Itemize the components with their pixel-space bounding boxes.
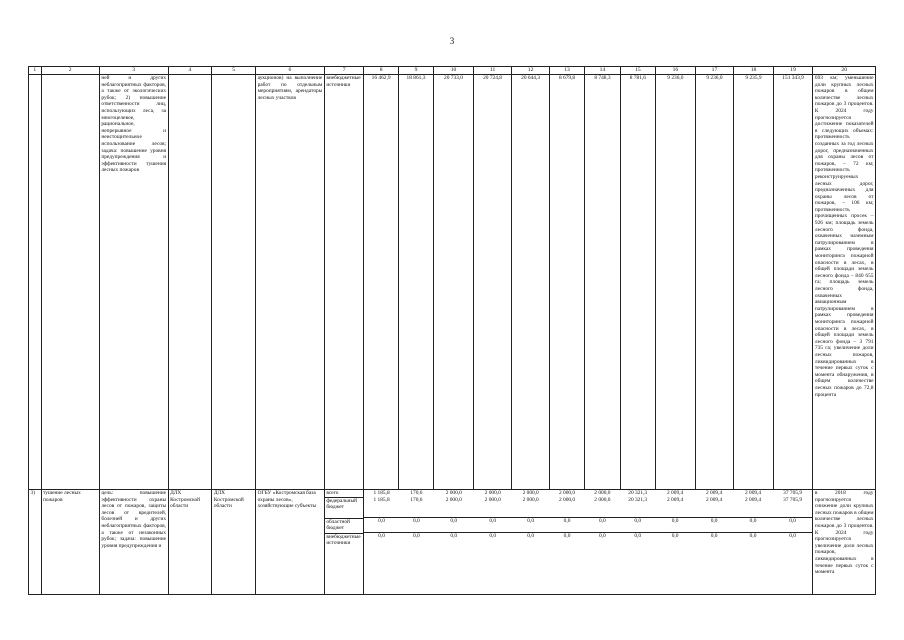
value-cell: 2 009,4 xyxy=(733,497,772,518)
funding-source-cell xyxy=(324,490,364,595)
values-row-regional xyxy=(364,517,812,532)
total-cell: 37 705,9 xyxy=(773,497,813,518)
values-row-total xyxy=(364,490,812,497)
value-cell: 2 000,0 xyxy=(434,497,473,518)
value-cell: 0,0 xyxy=(655,517,694,532)
column-number: 10 xyxy=(434,67,474,75)
goal-cell: цель: повышение эффективности охраны лесов от пожаров, защиты лесов от вредителей, болезней и других неблагоприятных факторов, а также от незаконных рубок; задача: повышение уровня предупреждения и xyxy=(99,490,168,595)
value-cell: 2 009,4 xyxy=(655,497,694,518)
value-cell: 0,0 xyxy=(412,532,420,539)
row-number-cell: 3) xyxy=(29,490,42,595)
value-cell: 0,0 xyxy=(434,517,473,532)
value-cell: 2 000,0 xyxy=(558,490,576,496)
value-cell: 8 679,8 xyxy=(549,75,584,490)
column-number: 5 xyxy=(212,67,256,75)
value-cell: 0,0 xyxy=(733,517,772,532)
value-cell: 0,0 xyxy=(378,532,385,539)
value-cell: 0,0 xyxy=(598,532,606,539)
value-cell: 2 000,0 xyxy=(585,497,620,518)
expected-results-cell: в 2018 году прогнозируется снижение доли крупных лесных пожаров в общем количестве лесных пожаров до 3 процентов. К 2024 году прогнозируется увеличение доли лесных пожаров, ликвидированных в течение первых суток с момента xyxy=(813,490,876,595)
value-cell: 0,0 xyxy=(620,517,655,532)
program-table xyxy=(28,66,876,595)
participants-cell: ОГБУ «Костромская база охраны лесов», хозяйствующие субъекты xyxy=(256,490,325,595)
total-cell: 0,0 xyxy=(773,517,813,532)
value-cell: 2 000,0 xyxy=(594,490,611,496)
value-cell: 0,0 xyxy=(671,532,679,539)
value-cell: 0,0 xyxy=(364,517,398,532)
table-row xyxy=(29,75,876,490)
value-cell: 2 000,0 xyxy=(512,497,549,518)
value-cell: 0,0 xyxy=(549,517,584,532)
column-number: 12 xyxy=(512,67,550,75)
value-cell: 2 009,4 xyxy=(695,497,733,518)
value-cell: 0,0 xyxy=(695,517,733,532)
column-number: 4 xyxy=(168,67,212,75)
values-block xyxy=(364,490,813,595)
value-cell: 2 009,4 xyxy=(705,490,723,496)
measure-name-cell xyxy=(41,75,99,490)
value-cell: 170,6 xyxy=(399,497,434,518)
measure-name-cell: тушение лесных пожаров xyxy=(41,490,99,595)
value-cell: 0,0 xyxy=(474,517,512,532)
value-cell: 1 185,8 xyxy=(373,490,390,496)
column-number: 18 xyxy=(734,67,774,75)
value-cell: 20 321,3 xyxy=(620,497,655,518)
column-number: 14 xyxy=(585,67,620,75)
column-number: 2 xyxy=(41,67,99,75)
value-cell: 2 000,0 xyxy=(474,497,512,518)
page-number: 3 xyxy=(449,36,455,46)
column-number: 3 xyxy=(99,67,168,75)
value-cell: 1 185,8 xyxy=(364,497,398,518)
executor-cell: ДЛХ Костромской области xyxy=(212,490,256,595)
value-cell: 0,0 xyxy=(563,532,571,539)
column-number: 6 xyxy=(256,67,325,75)
value-cell: 20 321,3 xyxy=(628,490,648,496)
value-cell: 20 724,8 xyxy=(473,75,512,490)
total-cell: 151 343,9 xyxy=(773,75,813,490)
value-cell: 0,0 xyxy=(634,532,642,539)
column-number: 17 xyxy=(695,67,734,75)
source-label: федеральный бюджет xyxy=(325,497,364,518)
column-number: 13 xyxy=(549,67,584,75)
source-label: внебюджетные источники xyxy=(326,533,361,547)
value-cell: 18 861,3 xyxy=(398,75,433,490)
value-cell: 2 000,0 xyxy=(484,490,501,496)
goal-cell: ней и других неблагоприятных факторов, а также от экологических рубок; 2) повышение ответственности лиц, использующих леса, за многоцелевое, рациональное, непрерывное и неистощительное использование лесов; задача: повышение уровня предупреждения и эффективности тушения лесных пожаров xyxy=(99,75,168,490)
values-row-extrabudgetary xyxy=(364,532,812,553)
column-number: 20 xyxy=(813,67,876,75)
column-number: 7 xyxy=(324,67,364,75)
column-number: 16 xyxy=(656,67,696,75)
column-number: 9 xyxy=(398,67,433,75)
expected-results-cell: 693 км; уменьшение доли крупных лесных пожаров в общем количестве лесных пожаров до 3 процентов. К 2024 году прогнозируется достижение показателей в следующих объемах: протяженность созданных за год лесных дорог, предназначенных для охраны лесов от пожаров, – 72 км; протяженность реконструируемых лесных дорог, предназначенных для охраны лесов от пожаров, – 106 км; протяженность прочищенных просек – 926 км; площадь земель лесного фонда, охваченных наземным патрулированием в рамках проведения мониторинга пожарной опасности в лесах, в общей площади земель лесного фонда – 840 655 га; площадь земель лесного фонда, охваченных авиационным патрулированием в рамках проведения мониторинга пожарной опасности в лесах, в общей площади земель лесного фонда – 3 791 735 га; увеличение доли лесных пожаров, ликвидированных в течение первых суток с момента обнаружения, в общем количестве лесных пожаров до 72,8 процента xyxy=(813,75,876,490)
column-number: 8 xyxy=(364,67,398,75)
value-cell: 20 733,0 xyxy=(434,75,474,490)
executor-cell xyxy=(212,75,256,490)
value-cell: 8 748,3 xyxy=(585,75,620,490)
value-cell: 9 235,9 xyxy=(734,75,774,490)
values-row-federal xyxy=(364,497,812,518)
value-cell: 16 462,9 xyxy=(364,75,398,490)
column-number-row xyxy=(29,67,876,75)
column-number: 11 xyxy=(473,67,512,75)
value-cell: 2 000,0 xyxy=(445,490,462,496)
value-cell: 0,0 xyxy=(585,517,620,532)
value-cell: 170,6 xyxy=(410,490,423,496)
participants-cell: аукционов) на выполнение работ по отдельным мероприятиям, арендаторы лесных участков xyxy=(256,75,325,490)
value-cell: 0,0 xyxy=(527,532,535,539)
total-cell: 37 705,9 xyxy=(783,490,803,496)
column-number: 19 xyxy=(773,67,813,75)
source-label: всего xyxy=(325,490,364,497)
coordinator-cell: ДЛХ Костромской области xyxy=(168,490,212,595)
funding-source-cell: внебюджетные источники xyxy=(324,75,364,490)
coordinator-cell xyxy=(168,75,212,490)
value-cell: 8 781,6 xyxy=(620,75,655,490)
row-number-cell xyxy=(29,75,42,490)
value-cell: 0,0 xyxy=(399,517,434,532)
value-cell: 0,0 xyxy=(710,532,718,539)
value-cell: 2 009,4 xyxy=(667,490,684,496)
total-cell: 0,0 xyxy=(789,532,796,539)
value-cell: 0,0 xyxy=(450,532,458,539)
value-cell: 9 236,0 xyxy=(695,75,734,490)
value-cell: 0,0 xyxy=(749,532,757,539)
source-label: областной бюджет xyxy=(325,518,364,533)
value-cell: 2 000,0 xyxy=(549,497,584,518)
value-cell: 2 000,0 xyxy=(522,490,539,496)
value-cell: 9 236,0 xyxy=(656,75,696,490)
value-cell: 20 644,3 xyxy=(512,75,550,490)
column-number: 15 xyxy=(620,67,655,75)
column-number: 1 xyxy=(29,67,42,75)
value-cell: 0,0 xyxy=(489,532,497,539)
value-cell: 0,0 xyxy=(512,517,549,532)
value-cell: 2 009,4 xyxy=(744,490,762,496)
table-row xyxy=(29,490,876,595)
